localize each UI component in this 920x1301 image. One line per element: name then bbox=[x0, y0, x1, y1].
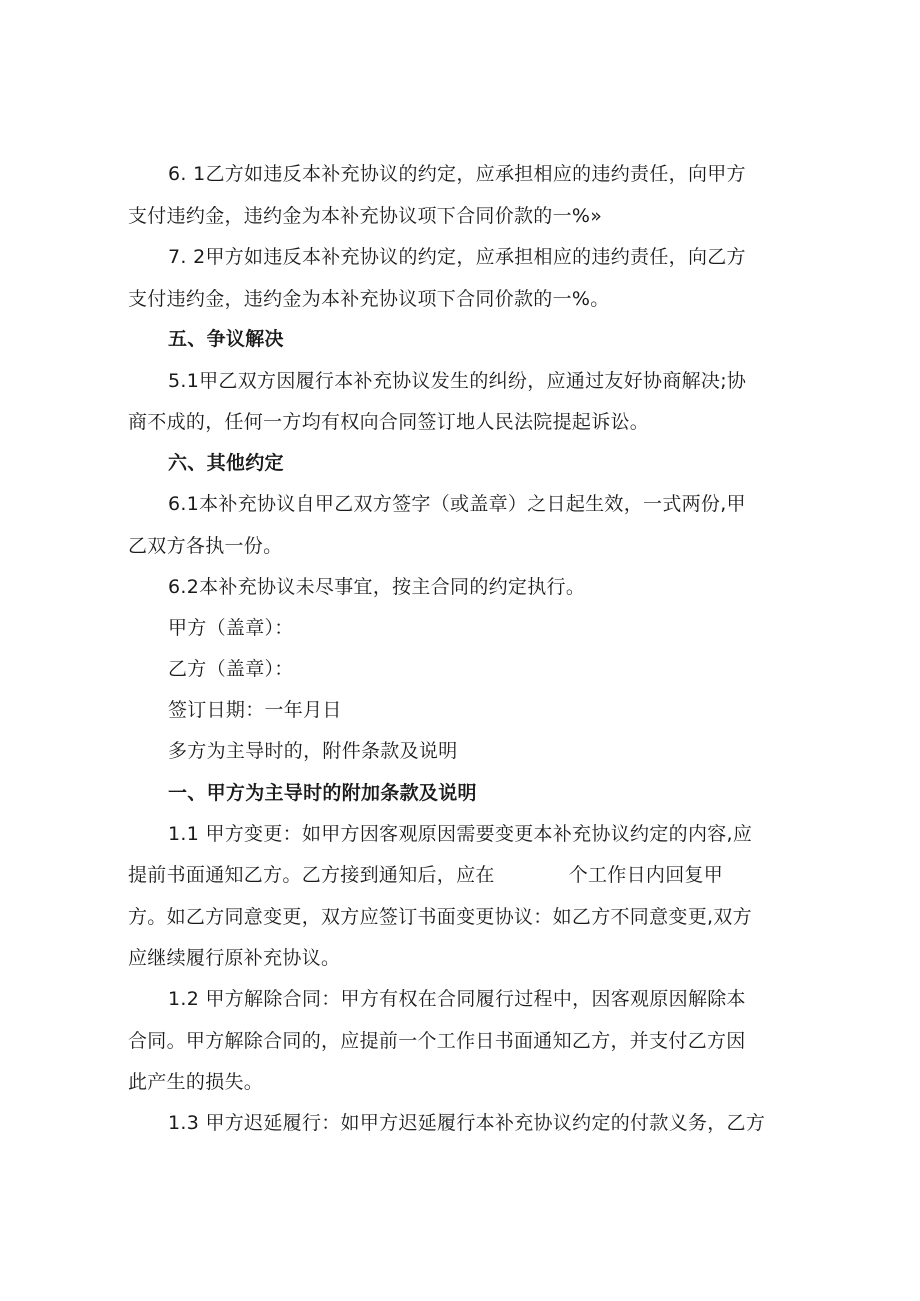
signing-date: 签订日期：一年月日 bbox=[168, 699, 342, 721]
clause-1-1-line-1: 1.1 甲方变更：如甲方因客观原因需要变更本补充协议约定的内容,应 bbox=[168, 823, 753, 845]
clause-6-1b-line-2: 乙双方各执一份。 bbox=[128, 535, 283, 557]
clause-1-1-line-4: 应继续履行原补充协议。 bbox=[128, 947, 341, 969]
clause-1-3-line-1: 1.3 甲方迟延履行：如甲方迟延履行本补充协议约定的付款义务，乙方 bbox=[168, 1112, 766, 1134]
clause-1-1-line-2-before-blank: 提前书面通知乙方。乙方接到通知后，应在 bbox=[128, 864, 495, 886]
clause-1-2-line-1: 1.2 甲方解除合同：甲方有权在合同履行过程中，因客观原因解除本 bbox=[168, 988, 746, 1010]
party-b-seal: 乙方（盖章）： bbox=[168, 658, 294, 680]
clause-5-1-line-2: 商不成的，任何一方均有权向合同签订地人民法院提起诉讼。 bbox=[128, 411, 650, 433]
party-a-seal: 甲方（盖章）： bbox=[168, 617, 294, 639]
clause-5-1-line-1: 5.1甲乙双方因履行本补充协议发生的纠纷，应通过友好协商解决;协 bbox=[168, 370, 747, 392]
clause-6-1-line-2: 支付违约金，违约金为本补充协议项下合同价款的一%» bbox=[128, 205, 603, 227]
clause-6-1b-line-1: 6.1本补充协议自甲乙双方签字（或盖章）之日起生效，一式两份,甲 bbox=[168, 493, 746, 515]
section-heading-dispute: 五、争议解决 bbox=[168, 328, 284, 350]
clause-7-2-line-1: 7. 2甲方如违反本补充协议的约定，应承担相应的违约责任，向乙方 bbox=[168, 246, 746, 268]
clause-1-2-line-3: 此产生的损失。 bbox=[128, 1071, 264, 1093]
clause-1-1-line-2-after-blank: 个工作日内回复甲 bbox=[568, 864, 724, 886]
section-heading-other: 六、其他约定 bbox=[168, 452, 284, 474]
clause-7-2-line-2: 支付违约金，违约金为本补充协议项下合同价款的一%。 bbox=[128, 288, 610, 310]
section-heading-party-a: 一、甲方为主导时的附加条款及说明 bbox=[168, 782, 477, 804]
appendix-title: 多方为主导时的，附件条款及说明 bbox=[168, 740, 458, 762]
clause-6-1-line-1: 6. 1乙方如违反本补充协议的约定，应承担相应的违约责任，向甲方 bbox=[168, 163, 746, 185]
clause-1-2-line-2: 合同。甲方解除合同的，应提前一个工作日书面通知乙方，并支付乙方因 bbox=[128, 1030, 746, 1052]
clause-1-1-line-2 bbox=[128, 863, 723, 887]
clause-6-2: 6.2本补充协议未尽事宜，按主合同的约定执行。 bbox=[168, 576, 586, 598]
clause-1-1-line-3: 方。如乙方同意变更，双方应签订书面变更协议：如乙方不同意变更,双方 bbox=[128, 906, 752, 928]
